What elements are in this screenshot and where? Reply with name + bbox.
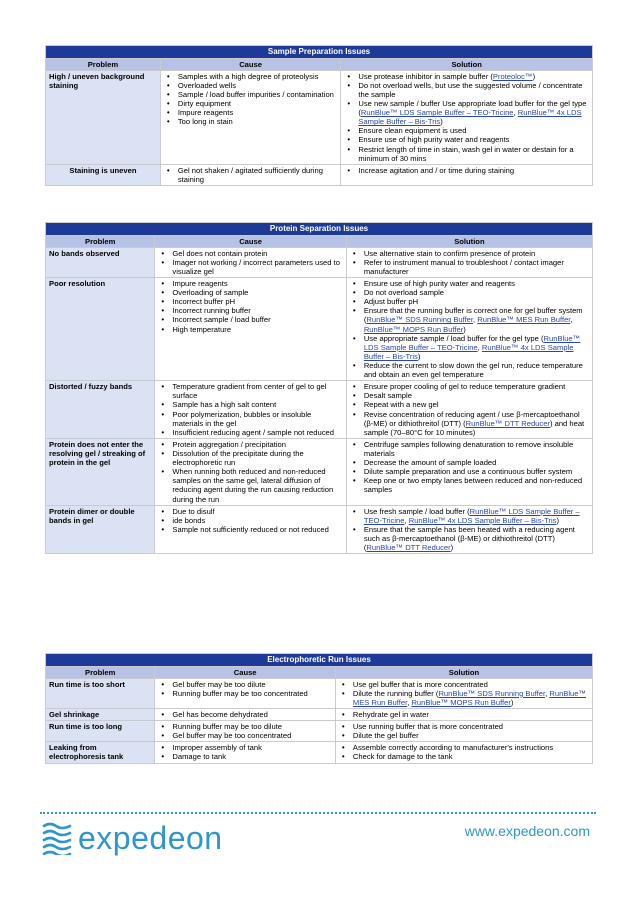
- cause-cell: [155, 278, 346, 381]
- solution-item: [350, 476, 589, 494]
- solution-text: Ensure use of high purity water and reagents: [363, 279, 515, 289]
- solution-text: ,: [473, 315, 478, 325]
- table-row: [46, 709, 593, 721]
- product-link[interactable]: RunBlue™ 4x LDS Sample Buffer – Bis-Tris: [363, 342, 574, 361]
- table-title-row: [46, 223, 593, 236]
- solution-text: Decrease the amount of sample loaded: [363, 458, 497, 468]
- solution-text: Desalt sample: [363, 391, 412, 401]
- solution-text: ,: [545, 688, 550, 698]
- solution-item: [344, 145, 589, 163]
- cause-item: • Dissolution of the precipitate during the electrophoretic run: [158, 449, 342, 467]
- solution-list: [339, 722, 589, 740]
- cause-item: • Sample / load buffer impurities / contamination: [164, 90, 338, 99]
- cause-cell: [160, 164, 341, 185]
- solution-text: Increase agitation and / or time during staining: [358, 165, 515, 175]
- solution-item: [339, 722, 589, 731]
- solution-item: [350, 382, 589, 391]
- solution-item: [344, 81, 589, 99]
- product-link[interactable]: RunBlue™ MES Run Buffer: [352, 688, 587, 707]
- cause-item: • Improper assembly of tank: [158, 743, 332, 752]
- solution-text: ,: [477, 342, 482, 352]
- solution-text: ,: [404, 515, 409, 525]
- solution-item: [339, 680, 589, 689]
- cause-cell: [155, 742, 336, 763]
- problem-cell: Gel shrinkage: [46, 709, 155, 721]
- cause-list: [158, 710, 332, 719]
- solution-list: [350, 249, 589, 276]
- solution-cell: [341, 164, 593, 185]
- solution-cell: [346, 438, 592, 505]
- table-row: [46, 721, 593, 742]
- product-link[interactable]: RunBlue™ MOPS Run Buffer: [363, 324, 464, 334]
- product-link[interactable]: RunBlue™ MES Run Buffer: [477, 315, 571, 325]
- solution-text: Ensure use of high purity water and reagents: [358, 135, 510, 145]
- cause-item: • Impure reagents: [158, 279, 342, 288]
- solution-item: [350, 400, 589, 409]
- solution-text: ,: [513, 108, 518, 118]
- solution-list: [350, 507, 589, 553]
- cause-item: • Due to disulf: [158, 507, 342, 516]
- column-header-cause: Cause: [155, 666, 336, 678]
- solution-text: ) and heat sample (70–80°C for 10 minutes): [363, 418, 585, 437]
- cause-item: • High temperature: [158, 325, 342, 334]
- solution-item: [339, 689, 589, 707]
- cause-item: • Gel has become dehydrated: [158, 710, 332, 719]
- solution-item: [350, 258, 589, 276]
- solution-text: Use appropriate sample / load buffer for the gel type (: [363, 333, 544, 343]
- cause-item: • When running both reduced and non-reduced samples on the same gel, lateral diffusion of reducing agent during the run causing reduction during the run: [158, 467, 342, 503]
- column-header-problem: Problem: [46, 235, 155, 247]
- cause-list: [158, 279, 342, 334]
- solution-item: [339, 743, 589, 752]
- solution-text: ): [463, 324, 466, 334]
- solution-text: Revise concentration of reducing agent / use β-mercaptoethanol (β-ME) or dithiothreitol (DTT) (: [363, 409, 580, 428]
- cause-list: [158, 440, 342, 504]
- solution-text: Restrict length of time in stain, wash gel in water or destain for a minimum of 30 mins: [358, 144, 574, 163]
- solution-text: Rehydrate gel in water: [352, 710, 429, 720]
- solution-item: [350, 458, 589, 467]
- solution-text: Check for damage to the tank: [352, 752, 453, 762]
- product-link[interactable]: RunBlue™ DTT Reducer: [366, 543, 451, 553]
- solution-text: Dilute sample preparation and use a continuous buffer system: [363, 467, 573, 477]
- table-header-row: [46, 235, 593, 247]
- solution-list: [350, 440, 589, 495]
- problem-cell: Run time is too short: [46, 678, 155, 708]
- column-header-problem: Problem: [46, 58, 161, 70]
- solution-item: [350, 249, 589, 258]
- product-link[interactable]: RunBlue™ LDS Sample Buffer – TEO-Tricine: [363, 506, 580, 525]
- product-link[interactable]: RunBlue™ LDS Sample Buffer – TEO-Tricine: [363, 333, 581, 352]
- electrophoretic-run-table: [45, 653, 593, 764]
- solution-cell: [335, 678, 592, 708]
- solution-list: [344, 166, 589, 175]
- solution-item: [350, 391, 589, 400]
- table-row: [46, 381, 593, 439]
- cause-item: • Protein aggregation / precipitation: [158, 440, 342, 449]
- cause-cell: [155, 721, 336, 742]
- solution-text: Keep one or two empty lanes between reduced and non-reduced samples: [363, 476, 583, 495]
- solution-cell: [335, 721, 592, 742]
- table-title: Protein Separation Issues: [46, 223, 593, 236]
- wave-lines-icon: [42, 821, 72, 855]
- solution-text: Do not overload wells, but use the suggested volume / concentrate the sample: [358, 80, 583, 99]
- solution-item: [344, 99, 589, 126]
- product-link[interactable]: RunBlue™ MOPS Run Buffer: [411, 697, 511, 707]
- cause-item: • ide bonds: [158, 516, 342, 525]
- solution-item: [350, 525, 589, 552]
- solution-text: Adjust buffer pH: [363, 297, 419, 307]
- cause-item: • Samples with a high degree of proteolysis: [164, 72, 338, 81]
- solution-item: [344, 72, 589, 81]
- solution-text: Dilute the running buffer (: [352, 688, 439, 698]
- solution-text: ,: [407, 697, 412, 707]
- table-row: [46, 438, 593, 505]
- solution-item: [350, 334, 589, 361]
- table-row: [46, 742, 593, 763]
- problem-cell: High / uneven background staining: [46, 70, 161, 164]
- solution-text: Repeat with a new gel: [363, 400, 439, 410]
- cause-item: • Incorrect sample / load buffer: [158, 315, 342, 324]
- cause-item: • Running buffer may be too concentrated: [158, 689, 332, 698]
- brand-name: expedeon: [78, 820, 223, 856]
- column-header-solution: Solution: [341, 58, 593, 70]
- product-link[interactable]: RunBlue™ SDS Running Buffer: [366, 315, 474, 325]
- table-row: [46, 278, 593, 381]
- solution-item: [339, 731, 589, 740]
- cause-item: • Overloaded wells: [164, 81, 338, 90]
- table-title-row: [46, 654, 593, 667]
- product-link[interactable]: RunBlue™ 4x LDS Sample Buffer – Bis-Tris: [358, 108, 582, 127]
- cause-item: • Incorrect running buffer: [158, 306, 342, 315]
- solution-list: [350, 279, 589, 379]
- solution-text: ): [450, 543, 454, 553]
- solution-item: [344, 126, 589, 135]
- cause-list: [164, 166, 338, 184]
- cause-cell: [160, 70, 341, 164]
- cause-cell: [155, 678, 336, 708]
- solution-item: [350, 467, 589, 476]
- solution-item: [344, 135, 589, 144]
- table-row: [46, 247, 593, 277]
- solution-list: [344, 72, 589, 163]
- solution-text: Centrifuge samples following denaturation to remove insoluble materials: [363, 439, 574, 458]
- product-link[interactable]: RunBlue™ DTT Reducer: [465, 418, 550, 428]
- solution-text: ): [532, 71, 536, 81]
- solution-cell: [346, 381, 592, 439]
- cause-item: • Gel does not contain protein: [158, 249, 342, 258]
- solution-item: [350, 279, 589, 288]
- solution-text: Ensure proper cooling of gel to reduce temperature gradient: [363, 382, 566, 392]
- problem-cell: Poor resolution: [46, 278, 155, 381]
- footer-divider: [40, 812, 596, 814]
- column-header-problem: Problem: [46, 666, 155, 678]
- solution-cell: [335, 742, 592, 763]
- solution-text: Ensure that the running buffer is correct one for gel buffer system (: [363, 306, 583, 325]
- cause-cell: [155, 247, 346, 277]
- protein-separation-table: [45, 222, 593, 554]
- cause-list: [164, 72, 338, 127]
- solution-list: [339, 710, 589, 719]
- cause-item: • Too long in stain: [164, 117, 338, 126]
- solution-text: ): [510, 697, 514, 707]
- solution-text: ): [556, 515, 559, 525]
- table-header-row: [46, 666, 593, 678]
- problem-cell: No bands observed: [46, 247, 155, 277]
- product-link[interactable]: Proteoloc™: [492, 71, 533, 81]
- solution-text: Use new sample / buffer Use appropriate load buffer for the gel type (: [358, 99, 587, 118]
- cause-item: • Imager not working / incorrect parameters used to visualize gel: [158, 258, 342, 276]
- solution-item: [350, 507, 589, 525]
- solution-text: Reduce the current to slow down the gel run, reduce temperature and obtain an even gel temperature: [363, 361, 583, 380]
- solution-text: Assemble correctly according to manufacturer's instructions: [352, 743, 554, 753]
- solution-text: Ensure that the sample has been heated with a reducing agent such as β-mercaptoethanol (β-ME) or dithiothreitol (DTT) (: [363, 524, 575, 553]
- table-title-row: [46, 46, 593, 59]
- solution-cell: [346, 505, 592, 554]
- solution-text: ): [440, 117, 443, 127]
- solution-text: ): [417, 351, 421, 361]
- cause-list: [158, 507, 342, 534]
- table-title: Sample Preparation Issues: [46, 46, 593, 59]
- cause-item: • Sample has a high salt content: [158, 400, 342, 409]
- solution-text: Dilute the gel buffer: [352, 731, 419, 741]
- table-row: [46, 164, 593, 185]
- cause-item: • Gel buffer may be too dilute: [158, 680, 332, 689]
- problem-cell: Staining is uneven: [46, 164, 161, 185]
- solution-cell: [341, 70, 593, 164]
- solution-text: ,: [570, 315, 573, 325]
- solution-item: [350, 410, 589, 437]
- solution-cell: [346, 247, 592, 277]
- problem-cell: Distorted / fuzzy bands: [46, 381, 155, 439]
- table-header-row: [46, 58, 593, 70]
- problem-cell: Leaking from electrophoresis tank: [46, 742, 155, 763]
- cause-item: • Poor polymerization, bubbles or insoluble materials in the gel: [158, 410, 342, 428]
- problem-cell: Protein does not enter the resolving gel / streaking of protein in the gel: [46, 438, 155, 505]
- table-row: [46, 70, 593, 164]
- column-header-cause: Cause: [160, 58, 341, 70]
- solution-item: [344, 166, 589, 175]
- cause-item: • Running buffer may be too dilute: [158, 722, 332, 731]
- solution-text: Use fresh sample / load buffer (: [363, 506, 470, 516]
- product-link[interactable]: RunBlue™ SDS Running Buffer: [438, 688, 546, 698]
- solution-text: Use alternative stain to confirm presence of protein: [363, 248, 536, 258]
- cause-item: • Incorrect buffer pH: [158, 297, 342, 306]
- solution-text: Do not overload sample: [363, 288, 445, 298]
- solution-item: [350, 361, 589, 379]
- column-header-solution: Solution: [335, 666, 592, 678]
- solution-item: [350, 440, 589, 458]
- expedeon-logo[interactable]: [42, 818, 223, 858]
- column-header-solution: Solution: [346, 235, 592, 247]
- cause-cell: [155, 381, 346, 439]
- solution-item: [350, 306, 589, 333]
- solution-item: [350, 297, 589, 306]
- sample-preparation-table: [45, 45, 593, 186]
- column-header-cause: Cause: [155, 235, 346, 247]
- cause-item: • Dirty equipment: [164, 99, 338, 108]
- table-title: Electrophoretic Run Issues: [46, 654, 593, 667]
- cause-item: • Temperature gradient from center of gel to gel surface: [158, 382, 342, 400]
- cause-list: [158, 743, 332, 761]
- solution-list: [350, 382, 589, 437]
- solution-item: [339, 752, 589, 761]
- solution-item: [339, 710, 589, 719]
- cause-item: • Overloading of sample: [158, 288, 342, 297]
- solution-text: Use gel buffer that is more concentrated: [352, 679, 488, 689]
- solution-text: Use protease inhibitor in sample buffer (: [358, 71, 493, 81]
- cause-item: • Gel not shaken / agitated sufficiently during staining: [164, 166, 338, 184]
- website-link[interactable]: www.expedeon.com: [464, 823, 590, 839]
- cause-item: • Impure reagents: [164, 108, 338, 117]
- cause-item: • Gel buffer may be too concentrated: [158, 731, 332, 740]
- solution-text: Refer to instrument manual to troubleshoot / contact imager manufacturer: [363, 257, 564, 276]
- cause-list: [158, 722, 332, 740]
- solution-item: [350, 288, 589, 297]
- cause-cell: [155, 438, 346, 505]
- cause-cell: [155, 505, 346, 554]
- cause-item: • Damage to tank: [158, 752, 332, 761]
- cause-list: [158, 382, 342, 437]
- cause-list: [158, 680, 332, 698]
- cause-item: • Insufficient reducing agent / sample not reduced: [158, 428, 342, 437]
- cause-list: [158, 249, 342, 276]
- product-link[interactable]: RunBlue™ 4x LDS Sample Buffer – Bis-Tris: [408, 515, 557, 525]
- solution-cell: [335, 709, 592, 721]
- table-row: [46, 505, 593, 554]
- table-row: [46, 678, 593, 708]
- cause-cell: [155, 709, 336, 721]
- problem-cell: Run time is too long: [46, 721, 155, 742]
- solution-text: Use running buffer that is more concentrated: [352, 722, 504, 732]
- solution-text: Ensure clean equipment is used: [358, 126, 467, 136]
- product-link[interactable]: RunBlue™ LDS Sample Buffer – TEO-Tricine: [360, 108, 514, 118]
- solution-list: [339, 743, 589, 761]
- problem-cell: Protein dimer or double bands in gel: [46, 505, 155, 554]
- solution-cell: [346, 278, 592, 381]
- solution-list: [339, 680, 589, 707]
- cause-item: • Sample not sufficiently reduced or not reduced: [158, 525, 342, 534]
